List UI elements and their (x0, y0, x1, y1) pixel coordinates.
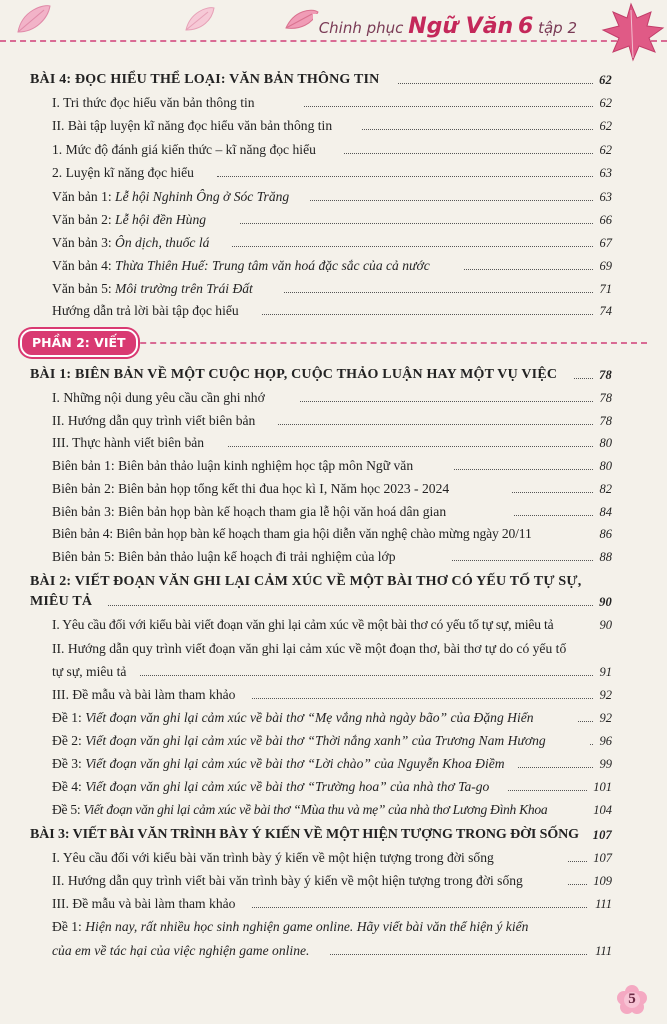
toc-entry[interactable]: Đề 2: Viết đoạn văn ghi lại cảm xúc về bài thơ “Thời nắng xanh” của Trương Nam Hương 96 (52, 733, 612, 748)
toc-entry[interactable]: I. Yêu cầu đối với kiểu bài viết đoạn văn ghi lại cảm xúc về một bài thơ có yếu tố tự sự, miêu tả 90 (52, 617, 612, 632)
maple-leaf-icon (595, 0, 667, 62)
header-title: Chinh phục Ngữ Văn 6 tập 2 (313, 14, 583, 39)
toc-entry-heading[interactable]: BÀI 2: VIẾT ĐOẠN VĂN GHI LẠI CẢM XÚC VỀ MỘT BÀI THƠ CÓ YẾU TỐ TỰ SỰ, (30, 574, 582, 589)
toc-entry[interactable]: Đề 1: Hiện nay, rất nhiều học sinh nghiện game online. Hãy viết bài văn thể hiện ý kiến (52, 919, 529, 934)
toc-entry[interactable]: Đề 4: Viết đoạn văn ghi lại cảm xúc về bài thơ “Trường hoa” của nhà thơ Ta-go 101 (52, 779, 612, 794)
leaf-decoration-icon (180, 2, 220, 36)
toc-entry[interactable]: Văn bản 2: Lễ hội đền Hùng 66 (52, 212, 612, 227)
toc-entry[interactable]: Biên bản 4: Biên bản họp bàn kế hoạch tham gia hội diễn văn nghệ chào mừng ngày 20/11 86 (52, 526, 612, 541)
toc-entry[interactable]: Biên bản 2: Biên bản họp tổng kết thi đua học kì I, Năm học 2023 - 2024 82 (52, 481, 612, 496)
toc-entry[interactable]: Biên bản 5: Biên bản thảo luận kế hoạch đi trải nghiệm của lớp 88 (52, 549, 612, 564)
toc-entry[interactable]: II. Hướng dẫn quy trình viết biên bản 78 (52, 413, 612, 428)
toc-entry[interactable]: II. Bài tập luyện kĩ năng đọc hiểu văn bản thông tin 62 (52, 118, 612, 133)
header-divider (0, 40, 667, 42)
section-header (20, 329, 647, 355)
toc-entry[interactable]: 2. Luyện kĩ năng đọc hiểu 63 (52, 165, 612, 180)
toc-entry-heading[interactable]: BÀI 4: ĐỌC HIỂU THỂ LOẠI: VĂN BẢN THÔNG TIN 62 (30, 72, 612, 87)
toc-entry[interactable]: III. Thực hành viết biên bản 80 (52, 435, 612, 450)
toc-entry[interactable]: I. Yêu cầu đối với kiểu bài văn trình bày ý kiến về một hiện tượng trong đời sống 107 (52, 850, 612, 865)
toc-entry-cont[interactable]: tự sự, miêu tả 91 (52, 664, 612, 679)
toc-entry[interactable]: II. Hướng dẫn quy trình viết đoạn văn ghi lại cảm xúc về một đoạn thơ, bài thơ tự do có yếu tố (52, 641, 567, 656)
toc-entry[interactable]: Văn bản 1: Lễ hội Nghinh Ông ở Sóc Trăng 63 (52, 189, 612, 204)
toc-entry[interactable]: Văn bản 4: Thừa Thiên Huế: Trung tâm văn hoá đặc sắc của cả nước 69 (52, 258, 612, 273)
toc-entry-cont[interactable]: của em về tác hại của việc nghiện game online. 111 (52, 943, 612, 958)
toc-entry[interactable]: III. Đề mẫu và bài làm tham khảo 92 (52, 687, 612, 702)
page-number-badge (617, 985, 647, 1015)
toc-entry[interactable]: 1. Mức độ đánh giá kiến thức – kĩ năng đọc hiểu 62 (52, 142, 612, 157)
page-header (0, 0, 667, 60)
toc-entry[interactable]: Văn bản 5: Môi trường trên Trái Đất 71 (52, 281, 612, 296)
toc-entry[interactable]: Văn bản 3: Ôn dịch, thuốc lá 67 (52, 235, 612, 250)
toc-entry[interactable]: Biên bản 1: Biên bản thảo luận kinh nghiệm học tập môn Ngữ văn 80 (52, 458, 612, 473)
toc-entry[interactable]: II. Hướng dẫn quy trình viết bài văn trình bày ý kiến về một hiện tượng trong đời sống 109 (52, 873, 612, 888)
toc-entry-heading[interactable]: BÀI 1: BIÊN BẢN VỀ MỘT CUỘC HỌP, CUỘC THẢO LUẬN HAY MỘT VỤ VIỆC 78 (30, 367, 612, 382)
toc-entry[interactable]: Đề 1: Viết đoạn văn ghi lại cảm xúc về bài thơ “Mẹ vắng nhà ngày bão” của Đặng Hiển 92 (52, 710, 612, 725)
toc-entry[interactable]: Đề 3: Viết đoạn văn ghi lại cảm xúc về bài thơ “Lời chào” của Nguyễn Khoa Điềm 99 (52, 756, 612, 771)
section-label: PHẦN 2: VIẾT (20, 329, 138, 357)
page-number: 5 (628, 991, 636, 1007)
toc-entry-heading-cont[interactable]: MIÊU TẢ 90 (30, 594, 612, 609)
toc-entry[interactable]: I. Những nội dung yêu cầu cần ghi nhớ 78 (52, 390, 612, 405)
toc-entry-heading[interactable]: BÀI 3: VIẾT BÀI VĂN TRÌNH BÀY Ý KIẾN VỀ MỘT HIỆN TƯỢNG TRONG ĐỜI SỐNG 107 (30, 827, 612, 842)
toc-entry[interactable]: Biên bản 3: Biên bản họp bàn kế hoạch tham gia lễ hội văn hoá dân gian 84 (52, 504, 612, 519)
toc-entry[interactable]: Đề 5: Viết đoạn văn ghi lại cảm xúc về bài thơ “Mùa thu và mẹ” của nhà thơ Lương Đình Khoa 104 (52, 802, 612, 817)
toc-entry[interactable]: III. Đề mẫu và bài làm tham khảo 111 (52, 896, 612, 911)
leaf-decoration-icon (14, 2, 54, 36)
toc-entry[interactable]: Hướng dẫn trả lời bài tập đọc hiểu 74 (52, 303, 612, 318)
toc-entry[interactable]: I. Tri thức đọc hiểu văn bản thông tin 62 (52, 95, 612, 110)
